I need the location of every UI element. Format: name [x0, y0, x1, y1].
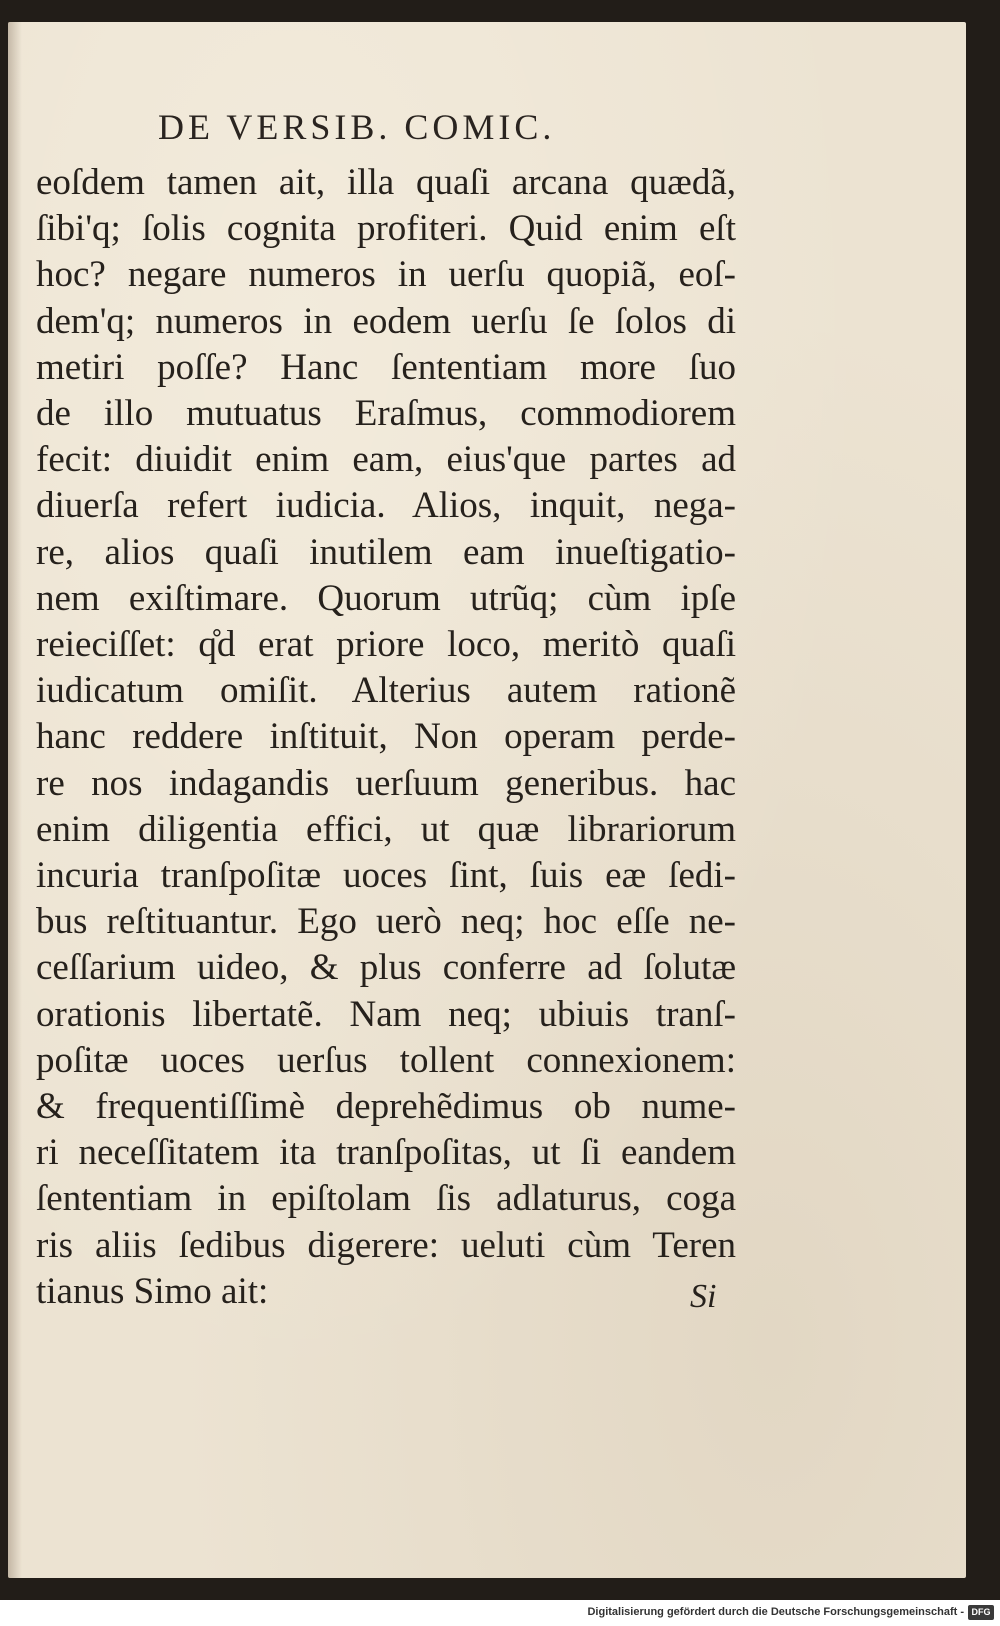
text-line: hoc? negare numeros in uerſu quopiã, eoſ- [36, 254, 736, 296]
text-line: bus reſtituantur. Ego uerò neq; hoc eſſe ne- [36, 901, 736, 943]
text-line: fecit: diuidit enim eam, eius'que partes ad [36, 439, 736, 481]
text-line: eoſdem tamen ait, illa quaſi arcana quædã, [36, 162, 736, 203]
text-line: ſibi'q; ſolis cognita profiteri. Quid enim eſt [36, 208, 736, 250]
text-line: poſitæ uoces uerſus tollent connexionem: [36, 1039, 736, 1081]
text-line: ris aliis ſedibus digerere: ueluti cùm Teren [36, 1224, 736, 1266]
text-line: dem'q; numeros in eodem uerſu ſe ſolos di [36, 300, 736, 342]
footer-credit: Digitalisierung gefördert durch die Deutsche Forschungsgemeinschaft - [587, 1606, 964, 1618]
text-line: de illo mutuatus Eraſmus, commodiorem [36, 393, 736, 435]
footer-bar [0, 1600, 1000, 1626]
text-line: enim diligentia effici, ut quæ librariorum [36, 808, 736, 850]
body-text [36, 160, 736, 1315]
text-line: ri neceſſitatem ita tranſpoſitas, ut ſi eandem [36, 1132, 736, 1174]
text-line: re nos indagandis uerſuum generibus. hac [36, 762, 736, 804]
text-line: & frequentiſſimè deprehẽdimus ob nume- [36, 1086, 736, 1128]
text-line: ceſſarium uideo, & plus conferre ad ſolutæ [36, 947, 736, 989]
text-line: re, alios quaſi inutilem eam inueſtigatio- [36, 531, 736, 573]
text-line: metiri poſſe? Hanc ſententiam more ſuo [36, 346, 736, 388]
page-gutter-shadow [8, 22, 22, 1578]
text-line: iudicatum omiſit. Alterius autem rationẽ [36, 670, 736, 712]
text-line: hanc reddere inſtituit, Non operam perde- [36, 716, 736, 758]
text-line: diuerſa refert iudicia. Alios, inquit, nega- [36, 485, 736, 527]
running-head: DE VERSIB. COMIC. [158, 107, 556, 147]
text-line: reieciſſet: q̊d erat priore loco, meritò quaſi [36, 624, 736, 666]
text-line: orationis libertatẽ. Nam neq; ubiuis tranſ- [36, 993, 736, 1035]
text-line: tianus Simo ait: [36, 1270, 269, 1312]
dfg-logo: DFG [968, 1605, 994, 1620]
text-line: incuria tranſpoſitæ uoces ſint, ſuis eæ ſedi- [36, 855, 736, 897]
text-line: ſententiam in epiſtolam ſis adlaturus, coga [36, 1178, 736, 1220]
catchword: Si [690, 1278, 717, 1315]
text-line: nem exiſtimare. Quorum utrũq; cùm ipſe [36, 577, 736, 619]
